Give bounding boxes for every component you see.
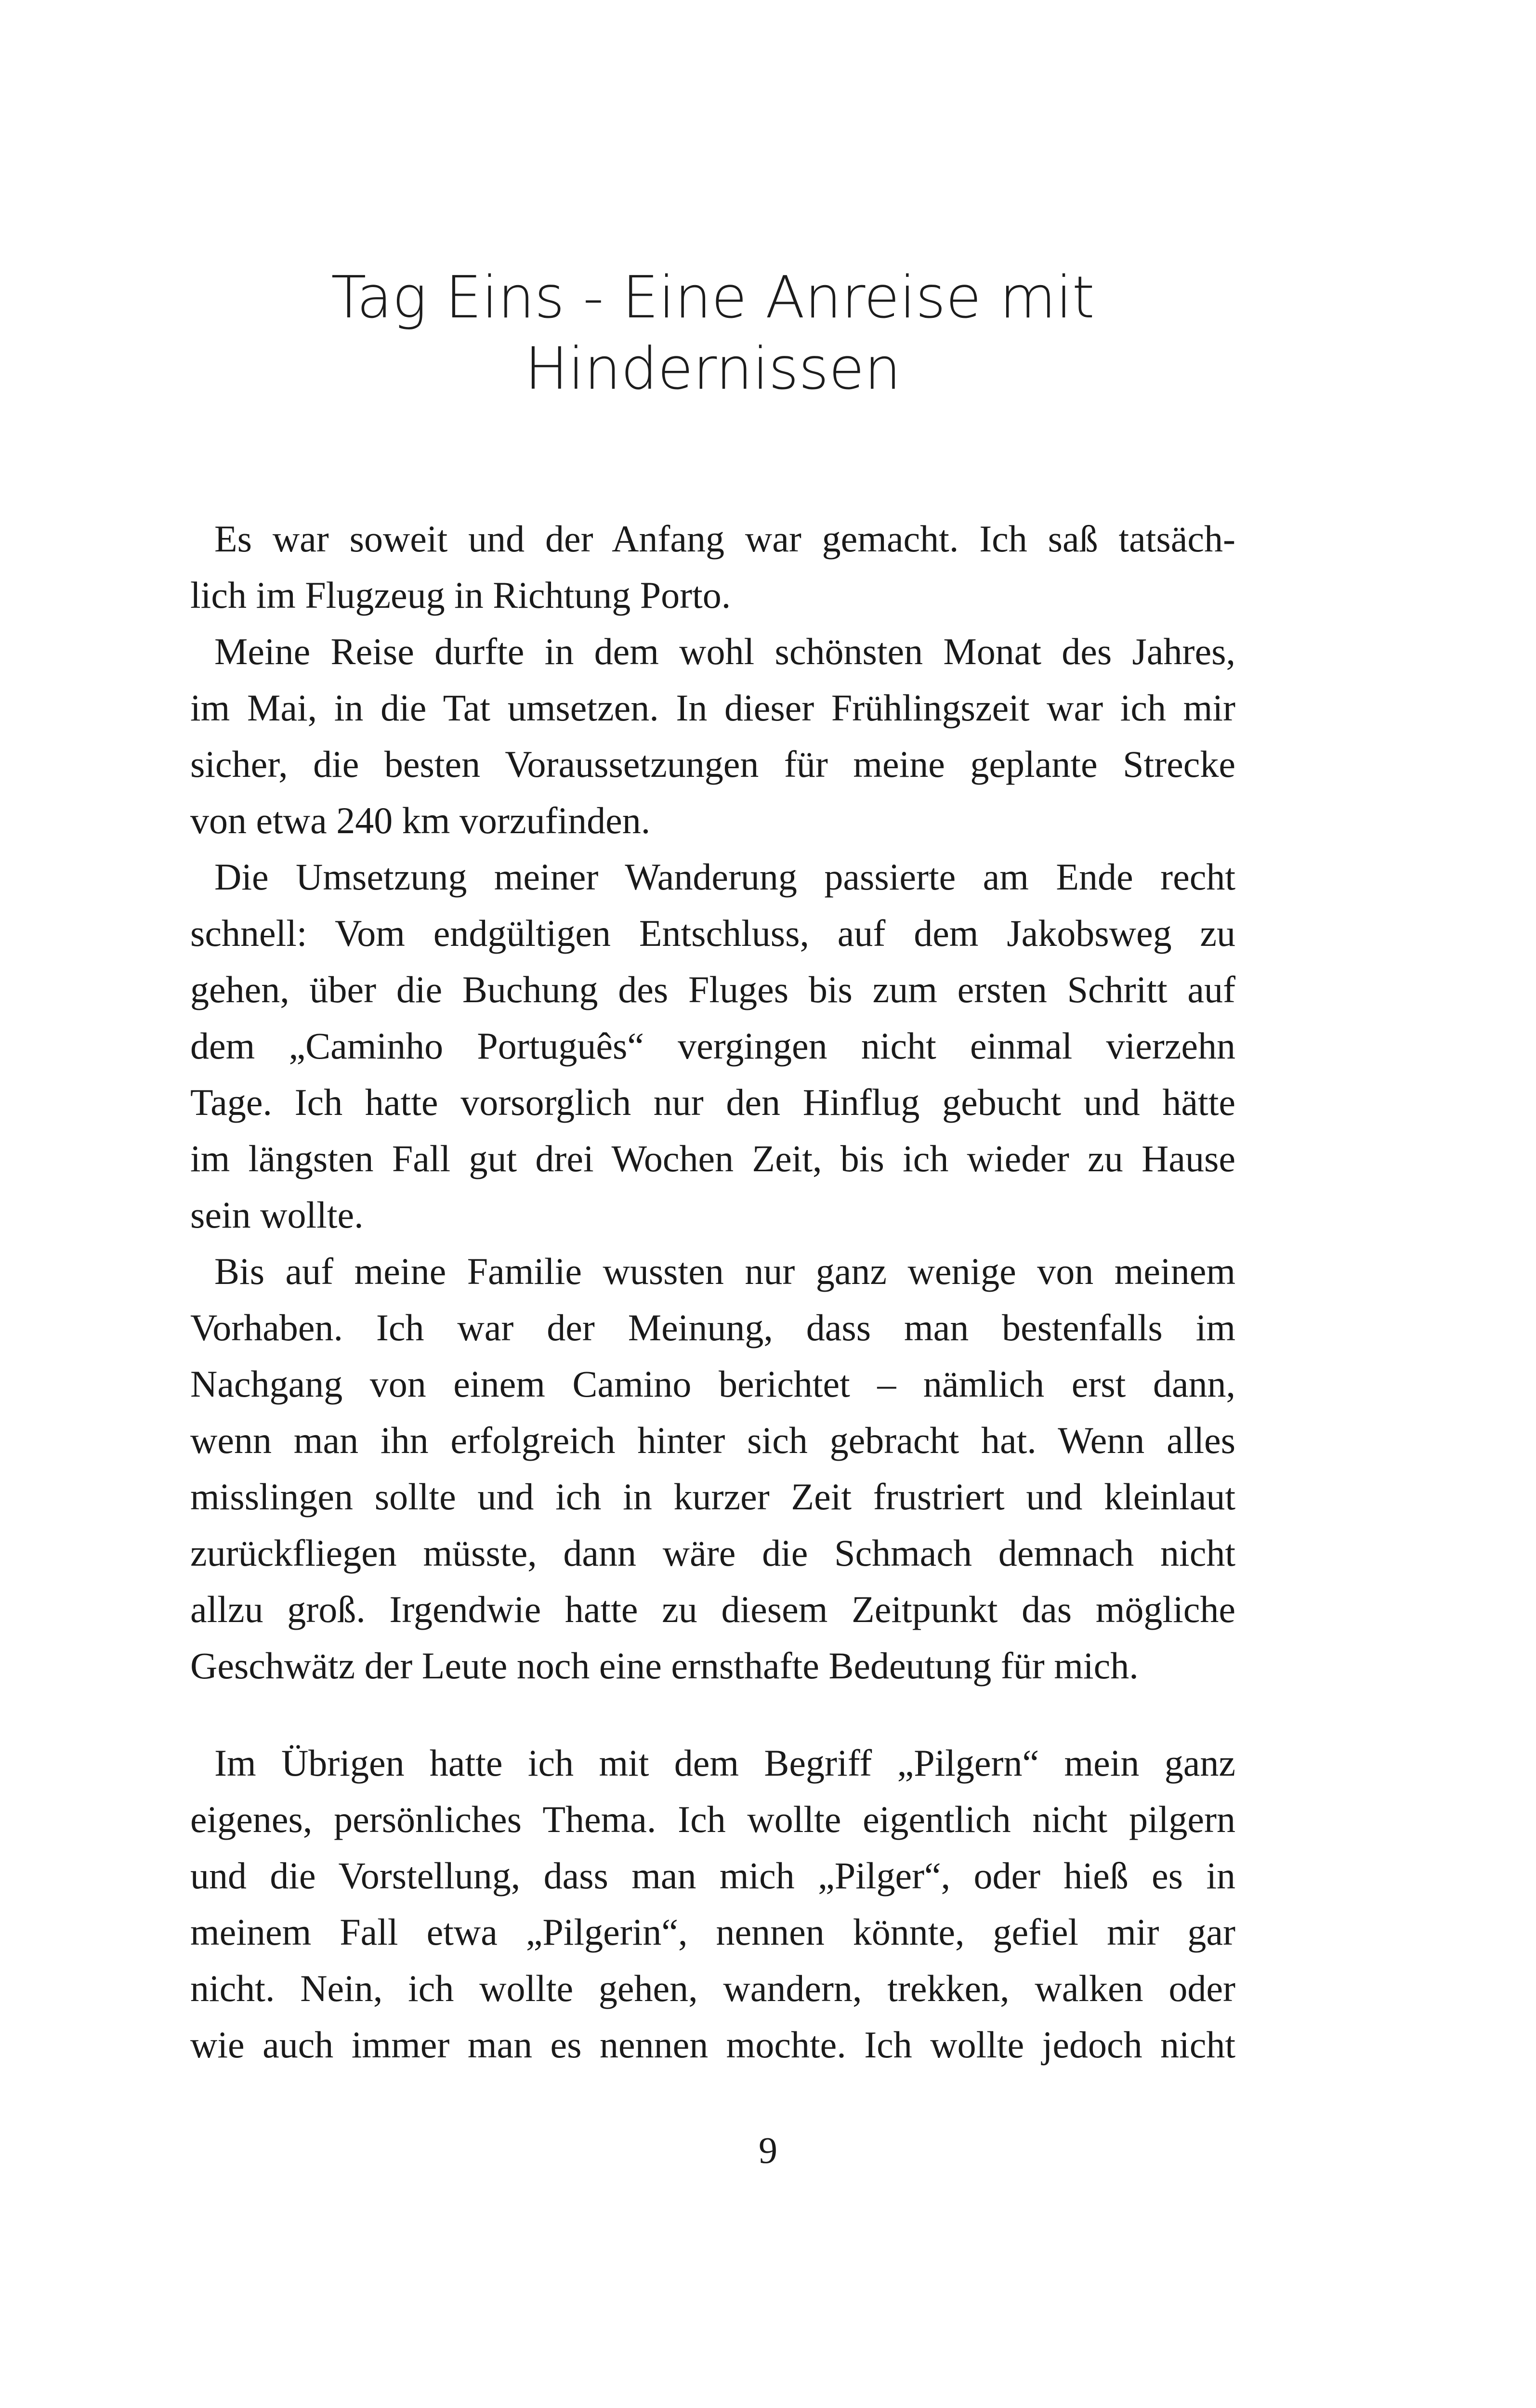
text-line: von etwa 240 km vorzufinden. — [190, 799, 651, 841]
text-line: Im Übrigen hatte ich mit dem Begriff „Pilgern“ mein ganz — [214, 1742, 1235, 1784]
text-line: sicher, die besten Voraussetzungen für meine geplante Strecke — [190, 743, 1235, 785]
chapter-body — [190, 510, 1235, 2073]
text-line: wenn man ihn erfolgreich hinter sich gebracht hat. Wenn alles — [190, 1419, 1235, 1461]
page-number: 9 — [759, 2129, 777, 2171]
chapter-title — [190, 262, 1235, 405]
text-line: Tage. Ich hatte vorsorglich nur den Hinflug gebucht und hätte — [190, 1081, 1235, 1123]
text-line: nicht. Nein, ich wollte gehen, wandern, trekken, walken oder — [190, 1967, 1235, 2009]
text-line: wie auch immer man es nennen mochte. Ich wollte jedoch nicht — [190, 2024, 1235, 2066]
text-line: Vorhaben. Ich war der Meinung, dass man bestenfalls im — [190, 1307, 1235, 1348]
text-line: und die Vorstellung, dass man mich „Pilger“, oder hieß es in — [190, 1855, 1235, 1897]
text-line: im längsten Fall gut drei Wochen Zeit, bis ich wieder zu Hause — [190, 1138, 1235, 1179]
text-line: zurückfliegen müsste, dann wäre die Schmach demnach nicht — [190, 1532, 1235, 1574]
chapter-title-line: Tag Eins - Eine Anreise mit — [331, 264, 1095, 331]
text-line: schnell: Vom endgültigen Entschluss, auf dem Jakobsweg zu — [190, 912, 1235, 954]
text-line: Geschwätz der Leute noch eine ernsthafte Bedeutung für mich. — [190, 1645, 1139, 1687]
text-line: Bis auf meine Familie wussten nur ganz wenige von meinem — [214, 1250, 1235, 1292]
text-line: Nachgang von einem Camino berichtet – nämlich erst dann, — [190, 1363, 1235, 1405]
text-line: misslingen sollte und ich in kurzer Zeit frustriert und kleinlaut — [190, 1476, 1235, 1518]
text-line: allzu groß. Irgendwie hatte zu diesem Zeitpunkt das mögliche — [190, 1588, 1235, 1630]
text-line: dem „Caminho Português“ vergingen nicht einmal vierzehn — [190, 1025, 1235, 1067]
text-line: eigenes, persönliches Thema. Ich wollte eigentlich nicht pilgern — [190, 1798, 1235, 1840]
text-line: Die Umsetzung meiner Wanderung passierte am Ende recht — [214, 856, 1235, 898]
text-line: gehen, über die Buchung des Fluges bis zum ersten Schritt auf — [190, 968, 1235, 1010]
text-line: meinem Fall etwa „Pilgerin“, nennen könnte, gefiel mir gar — [190, 1911, 1235, 1953]
text-line: Es war soweit und der Anfang war gemacht. Ich saß tatsäch- — [214, 518, 1235, 560]
text-line: sein wollte. — [190, 1194, 364, 1236]
text-line: Meine Reise durfte in dem wohl schönsten Monat des Jahres, — [214, 630, 1235, 672]
text-line: im Mai, in die Tat umsetzen. In dieser Frühlingszeit war ich mir — [190, 687, 1235, 729]
paragraph-gap — [190, 1694, 1235, 1735]
chapter-title-line: Hindernissen — [525, 336, 901, 403]
text-line: lich im Flugzeug in Richtung Porto. — [190, 574, 731, 616]
